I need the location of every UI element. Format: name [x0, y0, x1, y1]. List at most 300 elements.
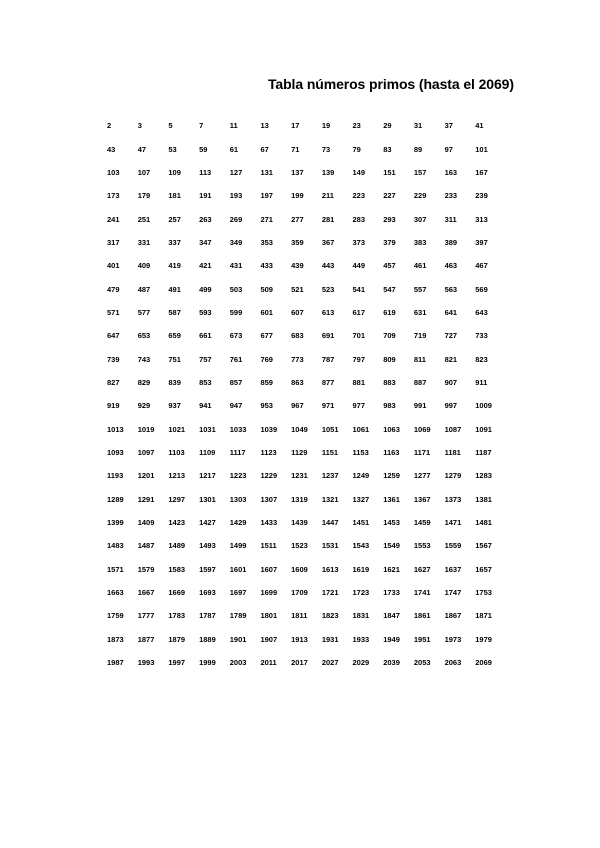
table-cell: 1913 [291, 634, 308, 644]
table-cell: 251 [137, 214, 151, 224]
table-cell: 1579 [137, 564, 155, 574]
table-cell: 1427 [199, 518, 216, 528]
table-cell: 167 [475, 167, 488, 177]
table-cell: 1493 [199, 541, 216, 551]
table-cell: 71 [291, 144, 300, 154]
table-row [107, 534, 506, 557]
table-cell: 37 [444, 121, 453, 131]
table-cell: 1867 [444, 611, 462, 621]
table-cell: 983 [383, 401, 396, 411]
table-cell: 1531 [321, 541, 339, 551]
table-cell: 1301 [199, 494, 216, 504]
table-cell: 149 [352, 167, 366, 177]
table-cell: 811 [413, 354, 426, 364]
table-cell: 179 [137, 191, 151, 201]
table-cell: 1553 [413, 541, 431, 551]
table-cell: 757 [199, 354, 212, 364]
table-cell: 1061 [352, 424, 370, 434]
table-cell: 599 [229, 307, 243, 317]
table-cell: 1789 [229, 611, 247, 621]
table-cell: 1187 [475, 447, 492, 457]
table-cell: 1237 [321, 471, 339, 481]
table-cell: 1021 [168, 424, 186, 434]
table-cell: 367 [321, 237, 335, 247]
table-cell: 1103 [168, 447, 185, 457]
table-cell: 89 [413, 144, 423, 154]
table-cell: 823 [475, 354, 488, 364]
table-cell: 1861 [413, 611, 431, 621]
table-cell: 659 [168, 331, 181, 341]
table-cell: 1019 [137, 424, 155, 434]
table-cell: 1481 [475, 518, 492, 528]
table-cell: 337 [168, 237, 181, 247]
table-cell: 311 [444, 214, 457, 224]
table-cell: 947 [229, 401, 243, 411]
table-cell: 67 [260, 144, 269, 154]
table-cell: 1693 [199, 588, 216, 598]
table-cell: 1009 [475, 401, 492, 411]
table-cell: 17 [291, 121, 300, 131]
table-cell: 197 [260, 191, 273, 201]
table-cell: 83 [383, 144, 392, 154]
table-row [107, 371, 506, 394]
table-cell: 1381 [475, 494, 492, 504]
table-cell: 563 [444, 284, 458, 294]
table-cell: 1811 [291, 611, 308, 621]
table-cell: 307 [413, 214, 427, 224]
table-cell: 1601 [229, 564, 247, 574]
table-cell: 1901 [229, 634, 247, 644]
table-cell: 227 [383, 191, 396, 201]
table-cell: 1129 [291, 447, 308, 457]
table-cell: 1259 [383, 471, 400, 481]
table-cell: 349 [229, 237, 243, 247]
table-cell: 877 [321, 377, 335, 387]
table-cell: 191 [199, 191, 212, 201]
table-cell: 1483 [107, 541, 124, 551]
table-cell: 107 [137, 167, 151, 177]
table-cell: 277 [291, 214, 304, 224]
table-cell: 743 [137, 354, 151, 364]
table-cell: 1993 [137, 658, 155, 668]
table-cell: 653 [137, 331, 151, 341]
prime-table-body [107, 114, 506, 674]
table-cell: 1979 [475, 634, 492, 644]
table-cell: 7 [199, 121, 204, 131]
table-cell: 1151 [321, 447, 339, 457]
table-cell: 1933 [352, 634, 370, 644]
table-cell: 383 [413, 237, 427, 247]
table-cell: 829 [137, 377, 151, 387]
table-cell: 409 [137, 261, 151, 271]
table-cell: 733 [475, 331, 488, 341]
table-cell: 929 [137, 401, 151, 411]
table-cell: 479 [107, 284, 120, 294]
table-cell: 509 [260, 284, 273, 294]
table-cell: 229 [413, 191, 427, 201]
table-row [107, 511, 506, 534]
table-cell: 1459 [413, 518, 431, 528]
table-cell: 1511 [260, 541, 277, 551]
table-cell: 1117 [229, 447, 246, 457]
table-cell: 163 [444, 167, 458, 177]
table-cell: 5 [168, 121, 173, 131]
table-cell: 1303 [229, 494, 247, 504]
table-cell: 1741 [413, 588, 431, 598]
table-row [107, 347, 506, 370]
table-cell: 907 [444, 377, 458, 387]
table-cell: 2063 [444, 658, 462, 668]
table-row [107, 441, 506, 464]
table-cell: 887 [413, 377, 427, 387]
table-cell: 1307 [260, 494, 278, 504]
table-cell: 271 [260, 214, 273, 224]
table-cell: 1637 [444, 564, 462, 574]
table-cell: 127 [229, 167, 243, 177]
table-cell: 211 [321, 191, 334, 201]
table-row [107, 184, 506, 207]
table-cell: 1627 [413, 564, 431, 574]
table-cell: 73 [321, 144, 331, 154]
table-cell: 2069 [475, 658, 492, 668]
table-cell: 193 [229, 191, 243, 201]
table-cell: 131 [260, 167, 273, 177]
table-cell: 139 [321, 167, 335, 177]
table-cell: 821 [444, 354, 458, 364]
prime-table [107, 114, 506, 674]
table-cell: 1567 [475, 541, 492, 551]
table-cell: 719 [413, 331, 427, 341]
table-cell: 853 [199, 377, 212, 387]
table-cell: 1423 [168, 518, 186, 528]
table-cell: 1499 [229, 541, 247, 551]
table-cell: 181 [168, 191, 181, 201]
table-cell: 1367 [413, 494, 431, 504]
table-cell: 1409 [137, 518, 155, 528]
table-cell: 1973 [444, 634, 462, 644]
table-cell: 13 [260, 121, 269, 131]
table-cell: 601 [260, 307, 273, 317]
table-cell: 523 [321, 284, 335, 294]
table-cell: 1721 [321, 588, 339, 598]
table-cell: 727 [444, 331, 458, 341]
table-cell: 673 [229, 331, 243, 341]
table-cell: 1607 [260, 564, 278, 574]
table-row [107, 161, 506, 184]
table-cell: 79 [352, 144, 361, 154]
table-cell: 23 [352, 121, 361, 131]
table-row [107, 277, 506, 300]
table-cell: 1039 [260, 424, 278, 434]
table-cell: 541 [352, 284, 366, 294]
table-cell: 607 [291, 307, 304, 317]
table-cell: 1543 [352, 541, 370, 551]
table-cell: 773 [291, 354, 304, 364]
table-cell: 1283 [475, 471, 492, 481]
table-row [107, 558, 506, 581]
table-cell: 761 [229, 354, 243, 364]
table-cell: 1733 [383, 588, 400, 598]
table-cell: 43 [107, 144, 116, 154]
table-cell: 467 [475, 261, 488, 271]
table-cell: 439 [291, 261, 304, 271]
table-cell: 1621 [383, 564, 400, 574]
table-cell: 397 [475, 237, 488, 247]
table-cell: 1663 [107, 588, 124, 598]
table-cell: 1051 [321, 424, 339, 434]
table-cell: 1619 [352, 564, 370, 574]
table-cell: 103 [107, 167, 120, 177]
table-cell: 199 [291, 191, 304, 201]
table-cell: 47 [137, 144, 147, 154]
table-cell: 787 [321, 354, 335, 364]
table-row [107, 207, 506, 230]
table-cell: 283 [352, 214, 366, 224]
table-cell: 1753 [475, 588, 492, 598]
table-cell: 353 [260, 237, 273, 247]
table-row [107, 114, 506, 137]
table-cell: 1291 [137, 494, 155, 504]
table-cell: 1747 [444, 588, 462, 598]
table-cell: 1451 [352, 518, 370, 528]
table-cell: 257 [168, 214, 181, 224]
table-cell: 1487 [137, 541, 155, 551]
table-cell: 1697 [229, 588, 247, 598]
table-cell: 359 [291, 237, 304, 247]
table-cell: 839 [168, 377, 181, 387]
table-cell: 827 [107, 377, 120, 387]
table-cell: 1831 [352, 611, 370, 621]
table-cell: 1871 [475, 611, 492, 621]
table-cell: 157 [413, 167, 427, 177]
table-cell: 461 [413, 261, 427, 271]
table-cell: 571 [107, 307, 120, 317]
table-cell: 1453 [383, 518, 400, 528]
table-cell: 53 [168, 144, 177, 154]
table-cell: 569 [475, 284, 488, 294]
table-cell: 911 [475, 377, 488, 387]
table-cell: 617 [352, 307, 366, 317]
table-cell: 937 [168, 401, 181, 411]
table-cell: 97 [444, 144, 453, 154]
table-cell: 641 [444, 307, 458, 317]
table-cell: 1583 [168, 564, 186, 574]
table-cell: 863 [291, 377, 304, 387]
table-row [107, 254, 506, 277]
table-cell: 233 [444, 191, 458, 201]
table-cell: 1171 [413, 447, 431, 457]
table-cell: 521 [291, 284, 304, 294]
table-cell: 953 [260, 401, 273, 411]
table-cell: 1091 [475, 424, 492, 434]
table-cell: 1699 [260, 588, 278, 598]
table-cell: 1289 [107, 494, 124, 504]
table-cell: 3 [137, 121, 142, 131]
table-cell: 557 [413, 284, 427, 294]
table-cell: 41 [475, 121, 484, 131]
table-cell: 1213 [168, 471, 186, 481]
table-cell: 1723 [352, 588, 370, 598]
table-cell: 1327 [352, 494, 370, 504]
table-cell: 2053 [413, 658, 431, 668]
table-cell: 457 [383, 261, 396, 271]
table-cell: 1361 [383, 494, 400, 504]
table-cell: 677 [260, 331, 273, 341]
table-cell: 1597 [199, 564, 216, 574]
table-cell: 449 [352, 261, 366, 271]
table-cell: 1231 [291, 471, 308, 481]
table-cell: 1657 [475, 564, 492, 574]
table-cell: 1879 [168, 634, 186, 644]
table-cell: 1667 [137, 588, 155, 598]
table-cell: 967 [291, 401, 304, 411]
table-cell: 631 [413, 307, 427, 317]
table-cell: 1783 [168, 611, 186, 621]
table-cell: 1907 [260, 634, 278, 644]
table-cell: 61 [229, 144, 239, 154]
table-cell: 701 [352, 331, 366, 341]
table-cell: 317 [107, 237, 120, 247]
table-cell: 1931 [321, 634, 339, 644]
table-cell: 421 [199, 261, 212, 271]
table-cell: 1889 [199, 634, 216, 644]
table-cell: 1471 [444, 518, 462, 528]
table-cell: 19 [321, 121, 331, 131]
table-cell: 239 [475, 191, 488, 201]
table-cell: 1523 [291, 541, 308, 551]
table-row [107, 581, 506, 604]
table-cell: 751 [168, 354, 181, 364]
table-cell: 1229 [260, 471, 278, 481]
table-cell: 613 [321, 307, 335, 317]
table-row [107, 417, 506, 440]
table-cell: 1877 [137, 634, 155, 644]
table-cell: 313 [475, 214, 488, 224]
table-row [107, 137, 506, 160]
table-cell: 281 [321, 214, 335, 224]
table-row [107, 231, 506, 254]
table-cell: 1997 [168, 658, 186, 668]
table-cell: 643 [475, 307, 488, 317]
table-cell: 1201 [137, 471, 155, 481]
table-cell: 1321 [321, 494, 339, 504]
table-cell: 1709 [291, 588, 308, 598]
table-cell: 59 [199, 144, 208, 154]
table-cell: 1801 [260, 611, 278, 621]
table-cell: 2017 [291, 658, 308, 668]
table-cell: 593 [199, 307, 212, 317]
table-cell: 683 [291, 331, 304, 341]
table-cell: 1777 [137, 611, 155, 621]
table-cell: 373 [352, 237, 366, 247]
table-cell: 1609 [291, 564, 308, 574]
table-cell: 1031 [199, 424, 216, 434]
table-cell: 293 [383, 214, 396, 224]
table-cell: 2029 [352, 658, 370, 668]
table-cell: 1439 [291, 518, 308, 528]
table-cell: 991 [413, 401, 427, 411]
table-cell: 499 [199, 284, 212, 294]
table-cell: 619 [383, 307, 396, 317]
table-cell: 1087 [444, 424, 462, 434]
table-cell: 1109 [199, 447, 216, 457]
table-cell: 769 [260, 354, 273, 364]
table-cell: 691 [321, 331, 335, 341]
table-cell: 491 [168, 284, 181, 294]
table-cell: 1399 [107, 518, 124, 528]
table-cell: 1193 [107, 471, 124, 481]
table-cell: 431 [229, 261, 243, 271]
table-cell: 1847 [383, 611, 400, 621]
table-cell: 1297 [168, 494, 186, 504]
table-cell: 151 [383, 167, 396, 177]
table-cell: 1489 [168, 541, 186, 551]
table-cell: 1447 [321, 518, 339, 528]
table-cell: 857 [229, 377, 243, 387]
table-cell: 739 [107, 354, 120, 364]
table-cell: 1097 [137, 447, 155, 457]
table-row [107, 628, 506, 651]
table-cell: 1669 [168, 588, 186, 598]
table-cell: 263 [199, 214, 212, 224]
table-cell: 1571 [107, 564, 124, 574]
table-row [107, 464, 506, 487]
table-cell: 859 [260, 377, 273, 387]
table-cell: 433 [260, 261, 273, 271]
table-cell: 2039 [383, 658, 400, 668]
table-row [107, 394, 506, 417]
table-cell: 971 [321, 401, 335, 411]
table-cell: 1217 [199, 471, 216, 481]
table-cell: 1069 [413, 424, 431, 434]
table-cell: 331 [137, 237, 151, 247]
table-cell: 1373 [444, 494, 462, 504]
table-cell: 1951 [413, 634, 431, 644]
table-cell: 883 [383, 377, 396, 387]
table-cell: 1999 [199, 658, 216, 668]
table-cell: 1613 [321, 564, 339, 574]
table-cell: 1549 [383, 541, 400, 551]
table-row [107, 301, 506, 324]
page-title: Tabla números primos (hasta el 2069) [268, 76, 514, 92]
table-cell: 113 [199, 167, 212, 177]
table-cell: 29 [383, 121, 392, 131]
table-row [107, 324, 506, 347]
table-cell: 2003 [229, 658, 247, 668]
table-cell: 1759 [107, 611, 124, 621]
table-cell: 1559 [444, 541, 462, 551]
table-cell: 1949 [383, 634, 400, 644]
table-cell: 1873 [107, 634, 124, 644]
table-cell: 1223 [229, 471, 247, 481]
table-cell: 101 [475, 144, 488, 154]
table-cell: 379 [383, 237, 396, 247]
table-cell: 1429 [229, 518, 247, 528]
table-cell: 2027 [321, 658, 339, 668]
table-cell: 919 [107, 401, 120, 411]
table-cell: 503 [229, 284, 243, 294]
table-cell: 1033 [229, 424, 247, 434]
table-cell: 31 [413, 121, 423, 131]
table-cell: 1123 [260, 447, 277, 457]
table-cell: 1987 [107, 658, 124, 668]
table-row [107, 488, 506, 511]
table-cell: 1823 [321, 611, 339, 621]
table-cell: 1013 [107, 424, 124, 434]
table-cell: 1277 [413, 471, 431, 481]
table-cell: 1049 [291, 424, 308, 434]
table-cell: 977 [352, 401, 366, 411]
